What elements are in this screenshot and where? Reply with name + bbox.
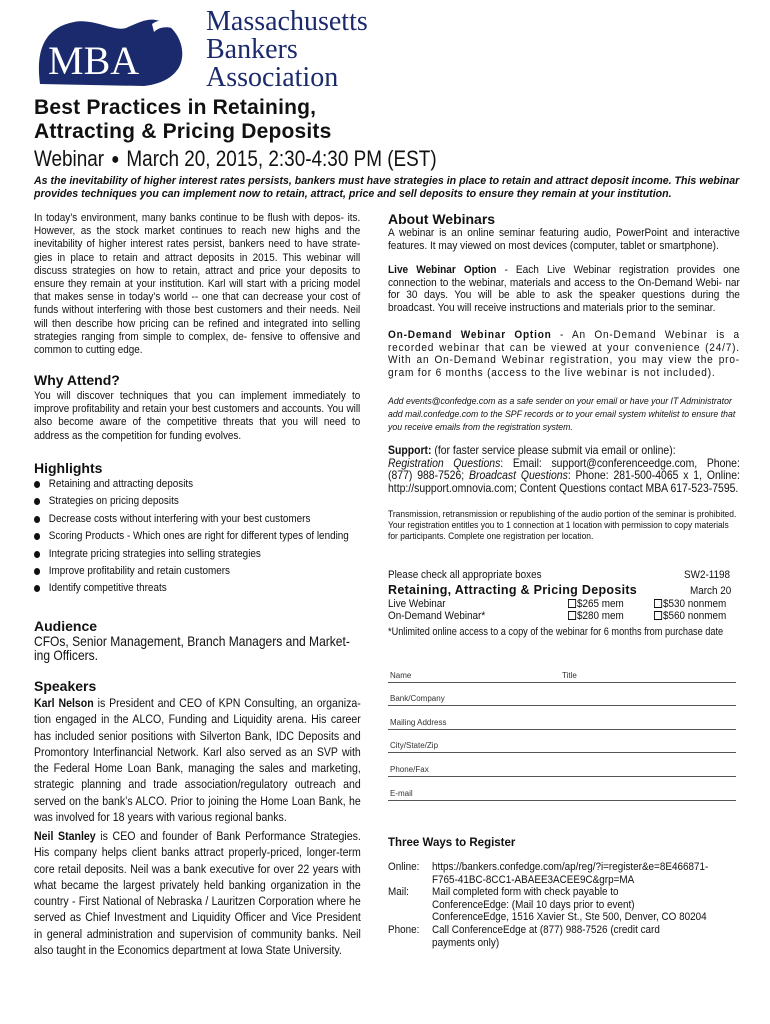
webinar-date: March 20, 2015, 2:30-4:30 PM (EST) (126, 146, 437, 171)
safe-sender-note: Add events@confedge.com as a safe sender on your email or have your IT Administrator add mail.confedge.com to the SPF records or to your email system whitelist to ensure that you receive emails from the registration system. (388, 396, 736, 432)
check-boxes-note: Please check all appropriate boxes (388, 569, 542, 581)
title-line-2: Attracting & Pricing Deposits (34, 120, 332, 143)
broadcast-questions-label: Broadcast Questions (469, 469, 568, 483)
highlights-heading: Highlights (34, 460, 103, 476)
speakers-heading: Speakers (34, 678, 97, 694)
overview-text: In today’s environment, many banks continue to be flush with depos- its. However, as the stock market continues to reach new highs and the inevitability of higher interest rates persist, bankers need to have strate- gies in place to retain and attract deposits in 2015. This webinar will discuss strategies on how to retain, attract and price your deposits to ensure they remain at your institution. Karl will start with a pricing model that makes sense in today’s world -- one that can decrease your cost of funds without interfering with those best customers and their needs. Neil will then describe how pricing can be refined and integrated into selling strategies ranging from simple to complex, de- fensive to offensive and common to cutting edge. (34, 212, 361, 357)
checkbox-icon[interactable] (654, 611, 662, 620)
city-state-zip-field[interactable]: City/State/Zip (388, 737, 736, 753)
overview-section (34, 212, 360, 357)
option-label: Live Webinar (388, 598, 446, 610)
logo-letters: MBA (48, 38, 140, 83)
why-attend-text: You will discover techniques that you can implement immediately to improve profitability and retain your best customers and accounts. You will also become aware of the competitive threats that you will need to address as the competition for funding evolves. (34, 390, 361, 442)
checkbox-icon[interactable] (568, 599, 576, 608)
registration-questions-label: Registration Questions (388, 456, 501, 470)
highlights-section (34, 460, 360, 600)
audience-text: CFOs, Senior Management, Branch Managers and Market- ing Officers. (34, 633, 350, 663)
logo-line-2: Bankers (206, 34, 298, 65)
live-option-label: Live Webinar Option (388, 264, 497, 276)
bullet-icon (34, 481, 40, 488)
about-text: A webinar is an online seminar featuring audio, PowerPoint and interactive features. It may viewed on most devices (computer, tablet or smartphone). (388, 227, 740, 252)
webinar-word: Webinar (34, 146, 105, 171)
title-line-1: Best Practices in Retaining, (34, 96, 317, 119)
name-label: Name (390, 671, 412, 680)
mailing-address-field[interactable]: Mailing Address (388, 714, 736, 730)
intro-summary: As the inevitability of higher interest rates persists, bankers must have strategies in place to retain and attract deposit income. This webinar provides techniques you can implement now to retain, attract, price and sell deposits to ensure they remain at your institution. (34, 175, 740, 200)
bullet-icon (34, 585, 40, 592)
option-label: On-Demand Webinar* (388, 610, 486, 622)
list-item: Identify competitive threats (34, 582, 318, 599)
list-item: Retaining and attracting deposits (34, 478, 318, 495)
live-nonmember-option[interactable]: $530 nonmem (654, 598, 726, 611)
support-label: Support: (388, 444, 432, 457)
bullet-icon (34, 551, 40, 558)
list-item: Strategies on pricing deposits (34, 495, 318, 512)
bullet-icon (34, 498, 40, 505)
transmission-note: Transmission, retransmission or republishing of the audio portion of the seminar is prohibited. Your registration entitles you to 1 connection at 1 location with permission to copy materials for participants. Complete one registration per location. (388, 509, 737, 541)
speakers-section (34, 678, 360, 825)
on-demand-option (388, 329, 740, 379)
email-field[interactable]: E-mail (388, 785, 736, 801)
bank-company-field[interactable]: Bank/Company (388, 690, 736, 706)
phone-instructions: Call ConferenceEdge at (877) 988-7526 (credit card payments only) (432, 924, 660, 949)
checkbox-icon[interactable] (568, 611, 576, 620)
list-item: Improve profitability and retain customers (34, 565, 318, 582)
ondemand-nonmember-option[interactable]: $560 nonmem (654, 610, 726, 623)
name-title-field[interactable] (388, 667, 736, 683)
about-heading: About Webinars (388, 211, 496, 227)
checkbox-icon[interactable] (654, 599, 662, 608)
why-attend-heading: Why Attend? (34, 372, 120, 388)
title-label: Title (562, 671, 577, 680)
list-item: Integrate pricing strategies into selling strategies (34, 548, 318, 565)
logo-wordmark (206, 8, 368, 92)
on-demand-footnote: *Unlimited online access to a copy of the webinar for 6 months from purchase date (388, 626, 724, 638)
mail-instructions: Mail completed form with check payable to ConferenceEdge: (Mail 10 days prior to event) ConferenceEdge, 1516 Xavier St., Ste 500, Denver, CO 80204 (432, 886, 707, 924)
ondemand-member-option[interactable]: $280 mem (568, 610, 624, 623)
live-webinar-option (388, 264, 740, 314)
about-webinars-section (388, 211, 740, 252)
audience-section (34, 618, 360, 662)
ondemand-option-label: On-Demand Webinar Option (388, 329, 552, 341)
logo-line-3: Association (206, 62, 339, 93)
ondemand-option-text: - An On-Demand Webinar is a recorded webinar that can be viewed at your convenience (24/7). With an On-Demand Webinar registration, you may view the pro- gram for 6 months (access to the live webinar is not included). (388, 329, 740, 379)
support-section: Support: (for faster service please submit via email or online): Registration Questions: Email: support@conferenceedge.com, Phone: (877) 988-7526; Broadcast Questions: Phone: 281-500-4065 x 1, Online: http://support.omnovia.com; Content Questions contact MBA 617-523-7595. (388, 444, 740, 495)
event-date: March 20 (690, 585, 732, 597)
mba-logo-mark (34, 14, 204, 88)
event-title: Retaining, Attracting & Pricing Deposits (388, 583, 638, 597)
speaker-neil-name: Neil Stanley (34, 829, 96, 843)
event-code: SW2-1198 (684, 569, 731, 581)
list-item: Scoring Products - Which ones are right for different types of lending (34, 530, 318, 547)
three-ways-heading: Three Ways to Register (388, 837, 516, 849)
speaker-neil-bio: Neil Stanley is CEO and founder of Bank Performance Strategies. His company helps client banks attract properly-priced, longer-term core retail deposits. Neil was a bank executive for over 22 years with what became the largest privately held banking organization in the country - First National of Nebraska / Lauritzen Corporation where he served as Chief Investment and Liquidity Officer and Vice President in general administration and supervision of community banks. Neil also taught in the Economics department at Iowa State University. (34, 829, 361, 958)
mba-logo (34, 8, 384, 94)
online-label: Online: (388, 861, 420, 873)
live-member-option[interactable]: $265 mem (568, 598, 624, 611)
bullet-icon (34, 516, 40, 523)
bullet-icon (34, 568, 40, 575)
online-url[interactable]: https://bankers.confedge.com/ap/reg/?i=register&e=8E466871- F765-41BC-8CC1-ABAEE3ACEE9C&grp=MA (432, 861, 709, 886)
speaker-karl-name: Karl Nelson (34, 696, 94, 710)
webinar-date-line (34, 146, 437, 173)
live-option-text: - Each Live Webinar registration provides one connection to the webinar, materials and access to the On-Demand Webi- nar for 30 days. You will be able to ask the speaker questions during the broadcast. You will receive instructions and materials prior to the seminar. (388, 264, 740, 314)
audience-heading: Audience (34, 618, 98, 634)
list-item: Decrease costs without interfering with your best customers (34, 513, 318, 530)
bullet-dot-icon: ● (111, 151, 120, 169)
why-attend-section (34, 372, 360, 443)
speaker-karl-bio: Karl Nelson is President and CEO of KPN Consulting, an organiza- tion engaged in the ALCO, Funding and Liquidity arena. His career has included senior positions with Silverton Bank, IDC Deposits and Promontory Interfinancial Network. Karl also served as an SVP with the Federal Home Loan Bank, managing the sales and marketing, strategic planning and trade association/regulatory outreach and served on the bank’s ALCO. Prior to joining the Home Loan Bank, he was involved for 18 years with various regional banks. (34, 696, 361, 825)
phone-label: Phone: (388, 924, 420, 936)
logo-line-1: Massachusetts (206, 6, 368, 37)
mail-label: Mail: (388, 886, 409, 898)
speaker-neil-section (34, 828, 360, 958)
bullet-icon (34, 533, 40, 540)
phone-fax-field[interactable]: Phone/Fax (388, 761, 736, 777)
highlights-list (34, 478, 360, 600)
page-title (34, 96, 332, 144)
